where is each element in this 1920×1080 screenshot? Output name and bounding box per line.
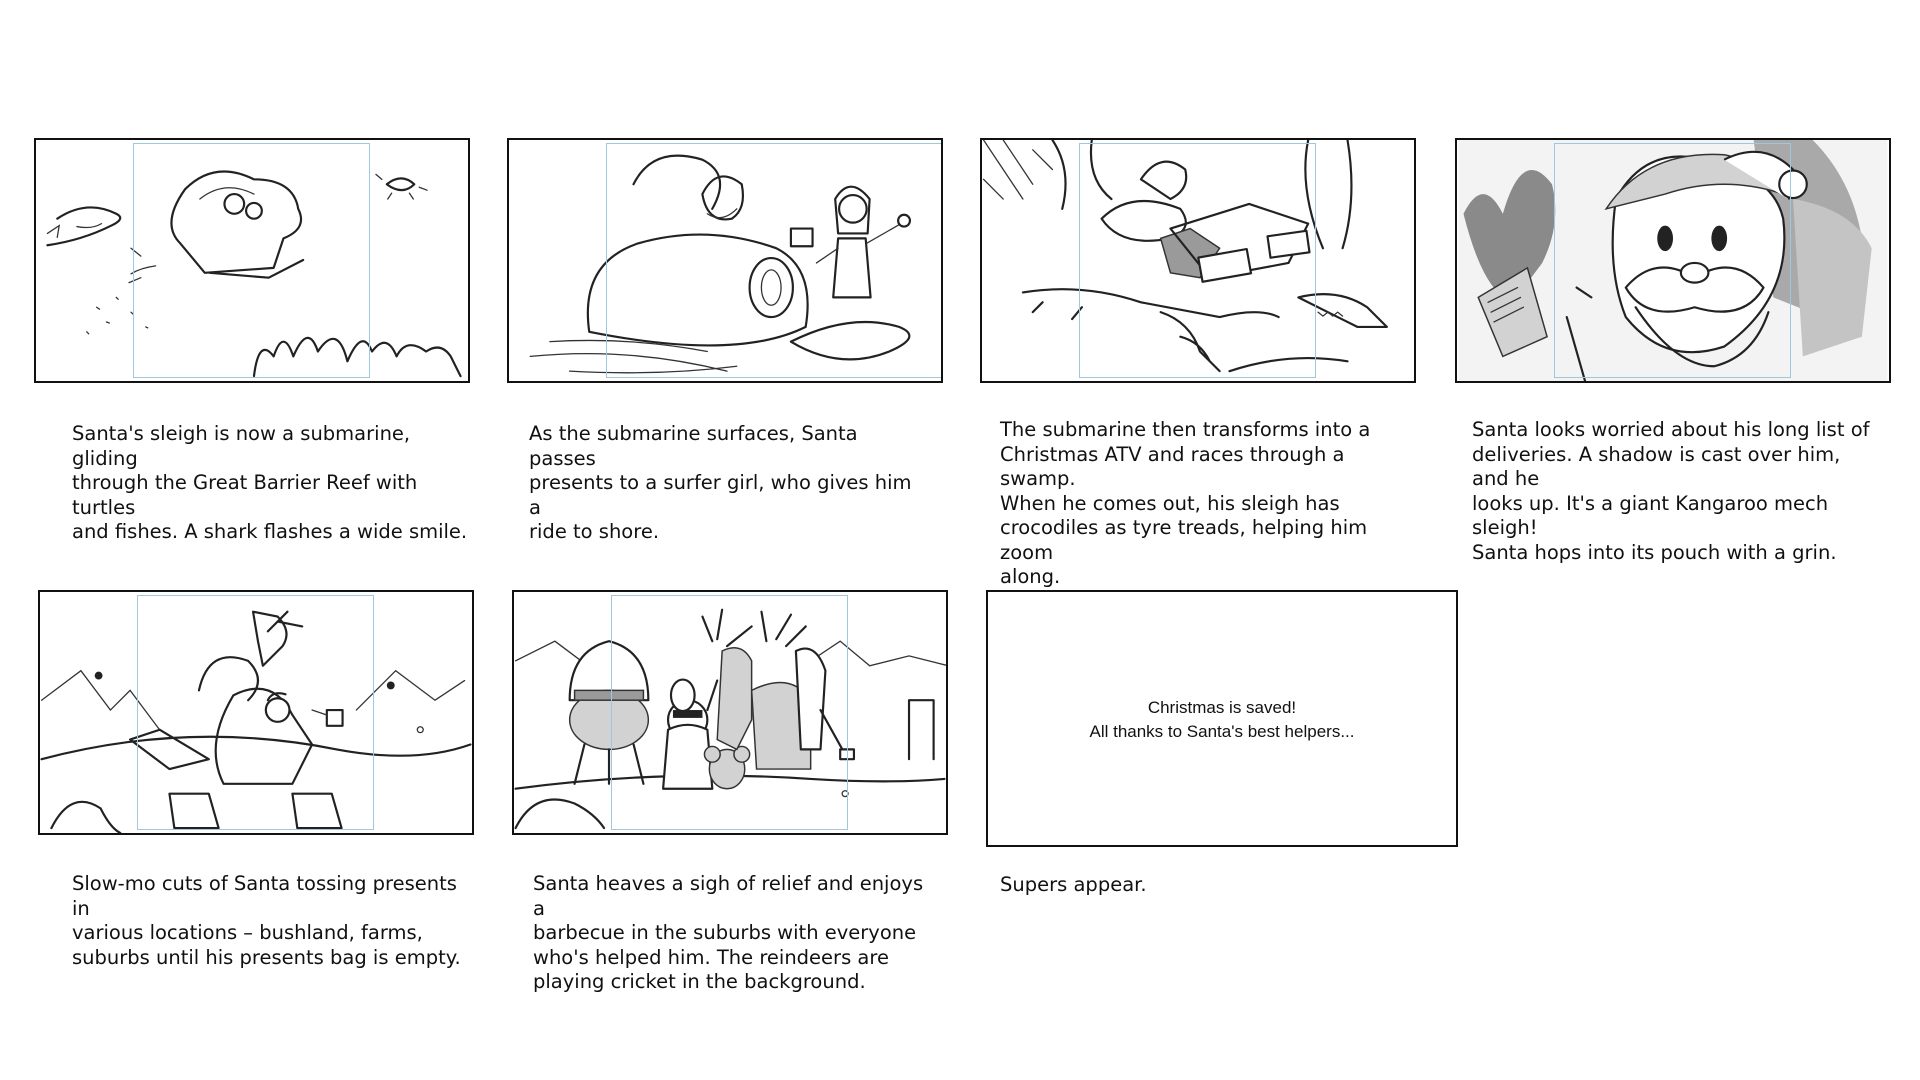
panel-4-sketch (1457, 140, 1889, 381)
panel-3-caption: The submarine then transforms into a Christmas ATV and races through a swamp. When he comes out, his sleigh has crocodiles as tyre treads, helping him zoom along. (1000, 418, 1371, 588)
storyboard-panel-7 (986, 590, 1458, 847)
panel-1-caption: Santa's sleigh is now a submarine, gliding through the Great Barrier Reef with turtles and fishes. A shark flashes a wide smile. (72, 422, 468, 543)
panel-2-caption: As the submarine surfaces, Santa passes presents to a surfer girl, who gives him a ride to shore. (529, 422, 912, 543)
panel-2-sketch (509, 140, 941, 381)
panel-5-caption: Slow-mo cuts of Santa tossing presents in various locations – bushland, farms, suburbs until his presents bag is empty. (72, 872, 461, 969)
panel-6-caption: Santa heaves a sigh of relief and enjoys a barbecue in the suburbs with everyone who's helped him. The reindeers are playing cricket in the background. (533, 872, 924, 993)
panel-5-sketch (40, 592, 472, 833)
panel-7-caption: Supers appear. (1000, 873, 1147, 896)
panel-4-caption: Santa looks worried about his long list of deliveries. A shadow is cast over him, and he looks up. It's a giant Kangaroo mech sleigh! Santa hops into its pouch with a grin. (1472, 418, 1870, 564)
panel-1-sketch (36, 140, 468, 381)
storyboard-panel-4 (1455, 138, 1891, 383)
panel-6-sketch (514, 592, 946, 833)
supers-text (988, 696, 1456, 744)
storyboard-panel-3 (980, 138, 1416, 383)
storyboard-panel-2 (507, 138, 943, 383)
supers-line-2: All thanks to Santa's best helpers... (1089, 722, 1355, 741)
storyboard-panel-6 (512, 590, 948, 835)
storyboard-panel-5 (38, 590, 474, 835)
supers-line-1: Christmas is saved! (1147, 698, 1297, 717)
storyboard-panel-1 (34, 138, 470, 383)
panel-3-sketch (982, 140, 1414, 381)
